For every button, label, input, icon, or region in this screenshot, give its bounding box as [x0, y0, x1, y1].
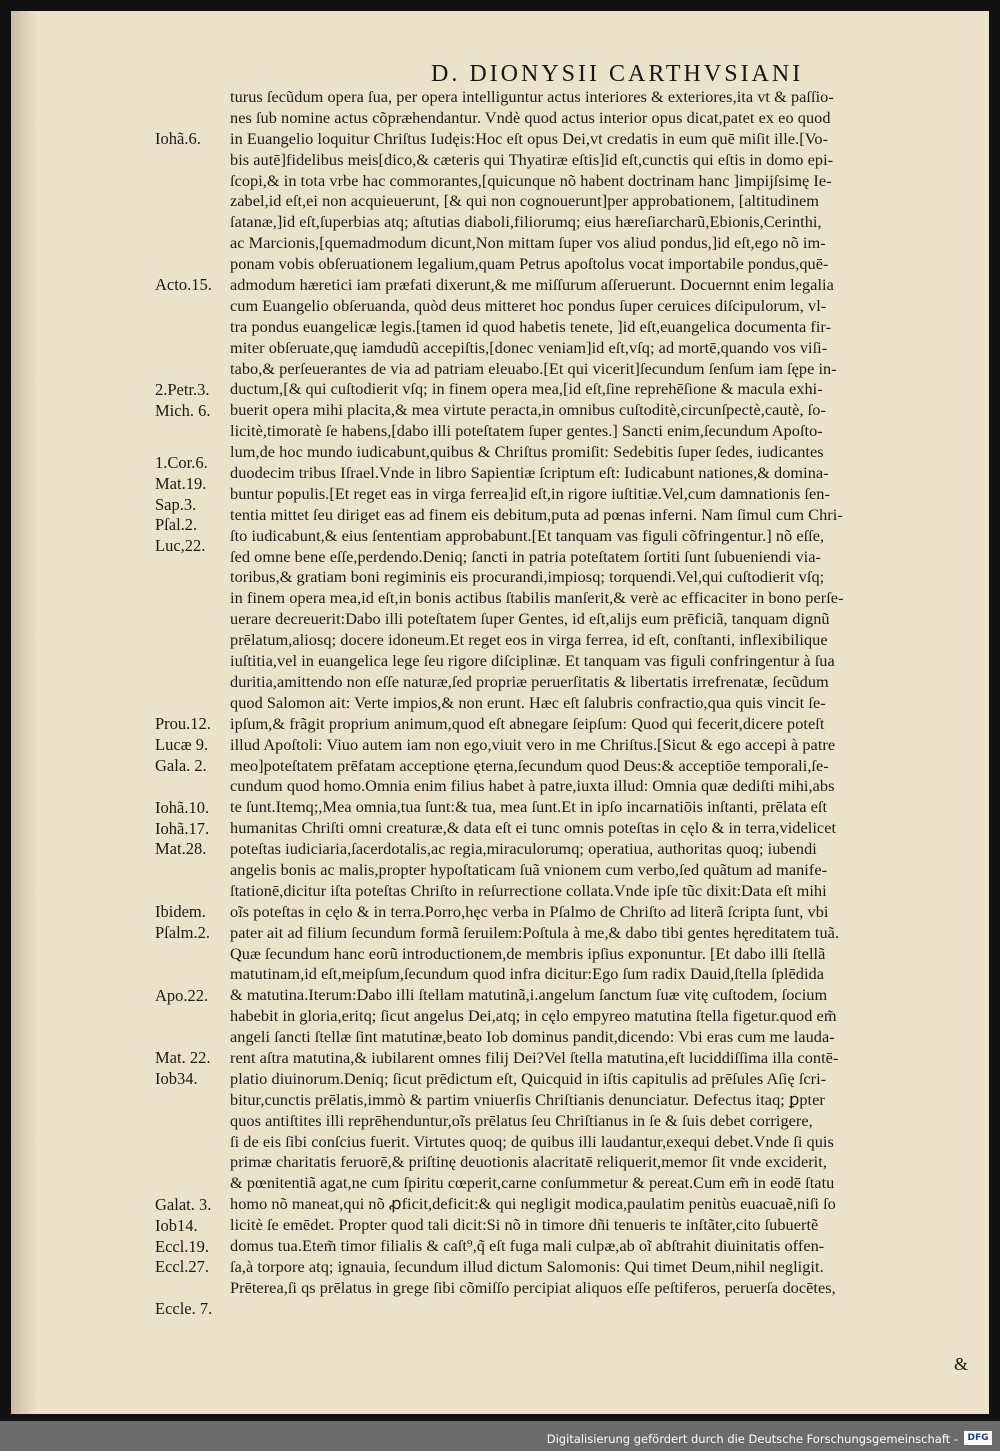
text-line: domus tua.Etem̃ timor filialis & caſt⁹,q̃ eſt fuga mali culpæ,ab oĩ abſtrahit diuinitatis offen- [230, 1235, 825, 1255]
main-text [230, 87, 982, 1299]
margin-note: 1.Cor.6. [155, 452, 208, 472]
text-line: licitè ſe emēdet. Propter quod tali dicit:Si nõ in timore dñi tenueris te inſtãter,cito ſubuertẽ [230, 1215, 819, 1235]
funding-credit: Digitalisierung gefördert durch die Deutsche Forschungsgemeinschaft - [546, 1432, 958, 1446]
margin-note: Iob14. [155, 1215, 198, 1235]
text-line: nes ſub nomine actus cõpræhendantur. Vndè quod actus interior opus dicat,patet ex eo quod [230, 107, 831, 127]
margin-note: Iohã.6. [155, 128, 201, 148]
text-line: & pœnitentiã agat,ne cum ſpiritu cœperit,carne conſummetur & pereat.Cum em̃ in eodē ſtatu [230, 1173, 835, 1193]
text-line: zabel,id eſt,ei non acquieuerunt, [& qui non cognouerunt]per approbationem, [altitudinem [230, 191, 819, 211]
margin-note: Pſal.2. [155, 515, 198, 535]
margin-note: 2.Petr.3. [155, 379, 210, 399]
margin-note: Luc,22. [155, 536, 206, 556]
viewer-footer [0, 1421, 1000, 1451]
text-line: & matutina.Iterum:Dabo illi ſtellam matutinã,i.angelum ſanctum ſuæ vitę cuſtodem, ſocium [230, 985, 828, 1005]
text-line: platio diuinorum.Deniq; ſicut prēdictum eſt, Quicquid in iſtis capitulis ad prēſules Aſię ſcri- [230, 1068, 827, 1088]
text-line: cundum quod homo.Omnia enim filius habet à patre,iuxta illud: Omnia quæ dediſti mihi,abs [230, 776, 835, 796]
text-line: iuſtitia,vel in euangelica lege ſeu rigore diſciplinæ. Et tanquam vas figuli confringentur à ſua [230, 651, 835, 671]
text-line: duritia,amittendo non eſſe naturæ,ſed propriæ peruerſitatis & libertatis irrefrenatæ, ſecũdum [230, 671, 829, 691]
text-line: ac Marcionis,[quemadmodum dicunt,Non mittam ſuper vos aliud pondus,]id eſt,ego nõ im- [230, 233, 826, 253]
margin-note: Prou.12. [155, 714, 211, 733]
page-header: D. DIONYSII CARTHVSIANI [431, 61, 804, 87]
margin-note: Eccle. 7. [155, 1299, 213, 1319]
text-line: rent aſtra matutina,& iubilarent omnes filij Dei?Vel ſtella matutina,eſt luciddiſſima illa contē- [230, 1047, 839, 1067]
text-line: tra pondus euangelicæ legis.[tamen id quod habetis tenete, ]id eſt,euangelica documenta fir- [230, 316, 832, 336]
text-line: admodum hæretici iam præfati dixerunt,& me miſſurum aſſeruerunt. Docuernnt enim legalia [230, 275, 834, 295]
text-line: duodecim tribus Iſrael.Vnde in libro Sapientiæ ſcriptum eſt: Iudicabunt nationes,& domina- [230, 463, 829, 483]
margin-note: Apo.22. [155, 985, 209, 1005]
text-line: Prēterea,ſi qs prēlatus in grege ſibi cõmiſſo percipiat aliquos eſſe peſtiferos, peruerſa docētes, [230, 1277, 836, 1297]
gutter-shadow [11, 11, 37, 1414]
text-line: ſed omne bene eſſe,perdendo.Deniq; ſancti in patria poteſtatem ſortiti ſunt ſubueniendi via- [230, 546, 821, 566]
text-line: quod Salomon ait: Verte impios,& non erunt. Hæc eſt ſalubris confractio,qua quis vincit ſe- [230, 692, 826, 712]
text-line: angeli ſancti ſtellæ ſint matutinæ,beato Iob dominus pandit,dicendo: Vbi eras cum me lauda- [230, 1027, 835, 1047]
text-line: primæ charitatis feruorē,& priſtinę deuotionis alacritatē reliquerit,memor ſit vnde exciderit, [230, 1152, 827, 1172]
text-line: ſcopi,& in tota vrbe hac commorantes,[quicunque nõ habent doctrinam hanc ]impijſsimę Ie- [230, 170, 832, 190]
text-line: buerit opera mihi placita,& mea virtute peracta,in omnibus cuſtoditè,circunſpectè,cautè, ſo- [230, 400, 826, 420]
text-line: meo]poteſtatem prēfatam acceptione ęterna,ſecundum quod Deus:& acceptiōe temporali,ſe- [230, 755, 829, 775]
text-line: in finem opera mea,id eſt,in bonis actibus ſtabilis manſerit,& verè ac efficaciter in bono perſe- [230, 588, 844, 608]
text-line: ductum,[& qui cuſtodierit vſq; in finem opera mea,[id eſt,ſine reprehēſione & macula exhi- [230, 379, 823, 399]
text-line: prēlatum,aliosq; docere idoneum.Et reget eos in virga ferrea, id eſt, conſtanti, inflexibilique [230, 630, 828, 650]
margin-note: Gala. 2. [155, 755, 207, 775]
margin-note: Eccl.19. [155, 1236, 210, 1256]
margin-note: Mich. 6. [155, 400, 211, 420]
text-line: uerare decreuerit:Dabo illi poteſtatem ſuper Gentes, id eſt,alijs eum prēficiã, tanquam dignũ [230, 609, 830, 629]
text-line: tentia mittet ſeu diriget eas ad finem eis debitum,puta ad pœnas inferni. Nam ſimul cum Chri- [230, 504, 843, 524]
catchword: & [954, 1354, 969, 1374]
text-line: ſa,à torpore atq; ignauia, ſecundum illud dictum Salomonis: Qui timet Deum,nihil negligit. [230, 1256, 824, 1276]
margin-note: Mat. 22. [155, 1048, 211, 1068]
margin-note: Iob34. [155, 1069, 198, 1089]
text-line: ponam vobis obſeruationem legalium,quam Petrus apoſtolus vocat importabile pondus,quē- [230, 254, 829, 274]
dfg-logo: DFG [964, 1431, 992, 1445]
text-line: lum,de hoc mundo iudicabunt,quibus & Chriſtus promiſit: Sedebitis ſuper ſedes, iudicantes [230, 442, 824, 462]
margin-note: Mat.28. [155, 839, 207, 859]
text-line: illud Apoſtoli: Viuo autem iam non ego,viuit vero in me Chriſtus.[Sicut & ego accepi à patre [230, 734, 836, 754]
text-line: ſatanæ,]id eſt,ſuperbias atq; aſtutias diaboli,filiorumq; eius hæreſiarcharũ,Ebionis,Cerinthi, [230, 212, 822, 232]
text-line: te ſunt.Itemq;,Mea omnia,tua ſunt:& tua, mea ſunt.Et in ipſo incarnatiōis inſtanti, prēlata eſt [230, 797, 828, 817]
text-line: in Euangelio loquitur Chriſtus Iudęis:Hoc eſt opus Dei,vt credatis in eum quē miſit ille.[Vo- [230, 128, 829, 148]
text-line: matutinam,id eſt,meipſum,ſecundum quod infra dicitur:Ego ſum radix Dauid,ſtella ſplēdida [230, 964, 825, 984]
margin-note: Acto.15. [155, 275, 212, 295]
text-line: ſtationē,dicitur iſta poteſtas Chriſto in reſurrectione collata.Vnde ipſe tũc dixit:Data eſt mihi [230, 880, 827, 900]
text-line: ſi de eis ſibi conſcius fuerit. Virtutes quoq; de quibus illi laudantur,exequi debet.Vnde ſi quis [230, 1131, 834, 1151]
margin-note: Galat. 3. [155, 1194, 212, 1214]
text-line: licitè,timoratè ſe habens,[dabo illi poteſtatem ſuper gentes.] Sancti enim,ſecundum Apoſto- [230, 421, 823, 441]
margin-note: Ibidem. [155, 902, 206, 922]
margin-note: Iohã.10. [155, 797, 210, 817]
text-line: turus ſecũdum opera ſua, per opera intelliguntur actus interiores & exteriores,ita vt & paſſio- [230, 87, 834, 106]
text-line: habebit in gloria,eritq; ſicut angelus Dei,atq; in cęlo empyreo matutina ſtella figetur.quod em̃ [230, 1006, 837, 1026]
margin-note: Lucæ 9. [155, 734, 209, 754]
text-line: buntur populis.[Et reget eas in virga ferrea]id eſt,in rigore iuſtitiæ.Vel,cum damnationis ſen- [230, 483, 830, 503]
text-line: homo nõ maneat,qui nõ ꝓficit,deficit:& qui negligit modica,paulatim penitùs euacuaẽ,niſi ſo [230, 1194, 836, 1214]
text-line: humanitas Chriſti omni creaturæ,& data eſt ei tunc omnis poteſtas in cęlo & in terra,videlicet [230, 818, 837, 838]
text-line: bitur,cunctis prēlatis,immò & partim vniuerſis Chriſtianis denunciatur. Defectus itaq; ꝑpter [230, 1089, 825, 1109]
text-line: angelis bonis ac malis,propter hypoſtaticam ſuã vnionem cum verbo,ſed quãtum ad manife- [230, 859, 828, 879]
text-line: ipſum,& frãgit proprium animum,quod eſt abnegare ſeipſum: Quod qui fecerit,dicere poteſt [230, 713, 825, 733]
text-line: Quæ ſecundum hanc eorũ introductionem,de membris ipſius exponuntur. [Et dabo illi ſtellã [230, 943, 826, 963]
text-line: cum Euangelio obſeruanda, quòd deus mitteret hoc pondus ſuper ceruices diſcipulorum, vl- [230, 295, 827, 315]
margin-note: Mat.19. [155, 473, 207, 493]
margin-note: Pſalm.2. [155, 923, 211, 942]
margin-note: Iohã.17. [155, 818, 210, 838]
text-line: ſto iudicabunt,& eius ſententiam approbabunt.[Et tanquam vas figuli cõfringentur.] nõ eſſe, [230, 525, 825, 545]
text-line: quos antiſtites illi reprēhenduntur,oĩs prēlatus ſeu Chriſtianus in ſe & ſuis debet corrigere, [230, 1110, 813, 1130]
book-page [11, 11, 989, 1414]
margin-note: Eccl.27. [155, 1257, 210, 1277]
text-line: toribus,& gratiam boni regiminis eis procurandi,impiosq; torquendi.Vel,qui cuſtodierit vſq; [230, 567, 825, 587]
text-line: bis autē]fidelibus meis[dico,& cæteris qui Thyatiræ eſtis]id eſt,cunctis qui eſtis in domo epi- [230, 149, 834, 169]
margin-note: Sap.3. [155, 494, 197, 514]
text-line: oĩs poteſtas in cęlo & in terra.Porro,hęc verba in Pſalmo de Chriſto ad literã ſcripta ſunt, vbi [230, 901, 829, 921]
text-line: tabo,& perſeuerantes de via ad patriam eleuabo.[Et qui vicerit]ſecundum ſenſum iam ſępe in- [230, 358, 837, 378]
text-line: poteſtas iudiciaria,ſacerdotalis,ac regia,miraculorumq; operatiua, authoritas quoq; iubendi [230, 839, 817, 859]
text-line: pater ait ad filium ſecundum formã ſeruilem:Poſtula à me,& dabo tibi gentes hęreditatem tuã. [230, 922, 840, 942]
text-line: miter obſeruate,quę iamdudũ accepiſtis,[donec veniam]id eſt,vſq; ad mortē,quando vos viſi- [230, 337, 828, 357]
